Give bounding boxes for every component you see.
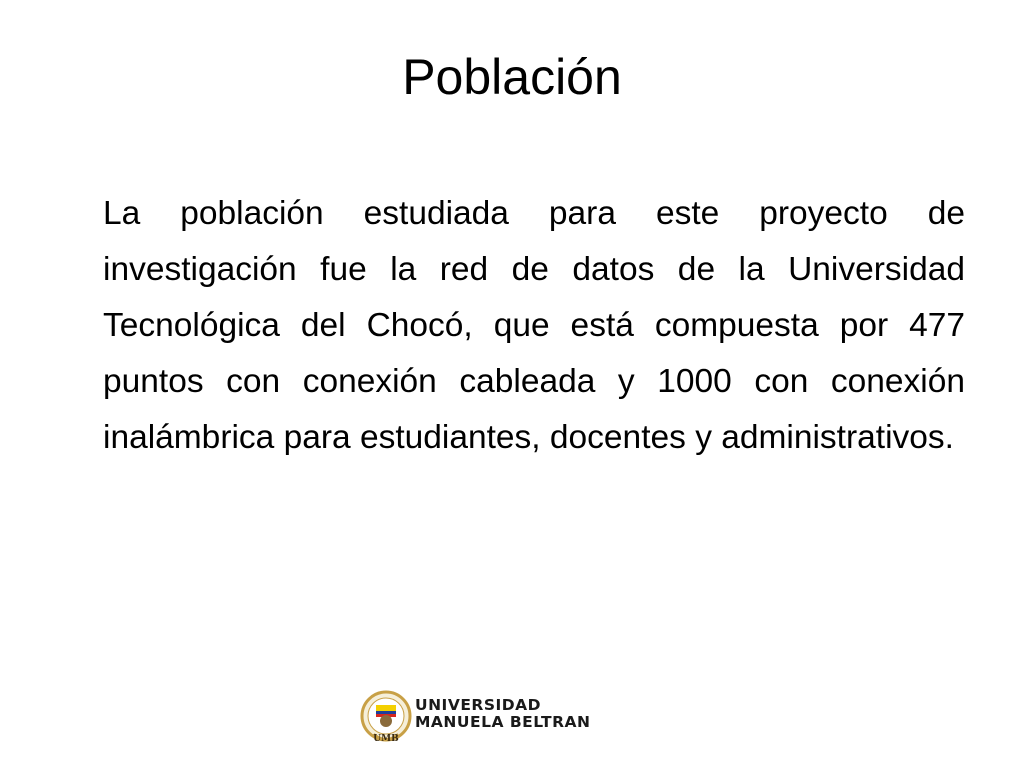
logo-line-name: MANUELA BELTRAN <box>415 713 591 731</box>
slide-title: Población <box>402 49 622 105</box>
university-logo <box>360 688 600 752</box>
logo-line-university: UNIVERSIDAD <box>415 696 542 714</box>
emblem-text: UMB <box>373 734 399 744</box>
slide-body-text: La población estudiada para este proyecto de investigación fue la red de datos de la Universidad Tecnológica del Chocó, que está compuesta por 477 puntos con conexión cableada y 1000 con conexión inalámbrica para estudiantes, docentes y administrativos. <box>103 195 965 456</box>
university-seal-icon <box>360 688 412 748</box>
logo-wordmark <box>415 697 591 731</box>
